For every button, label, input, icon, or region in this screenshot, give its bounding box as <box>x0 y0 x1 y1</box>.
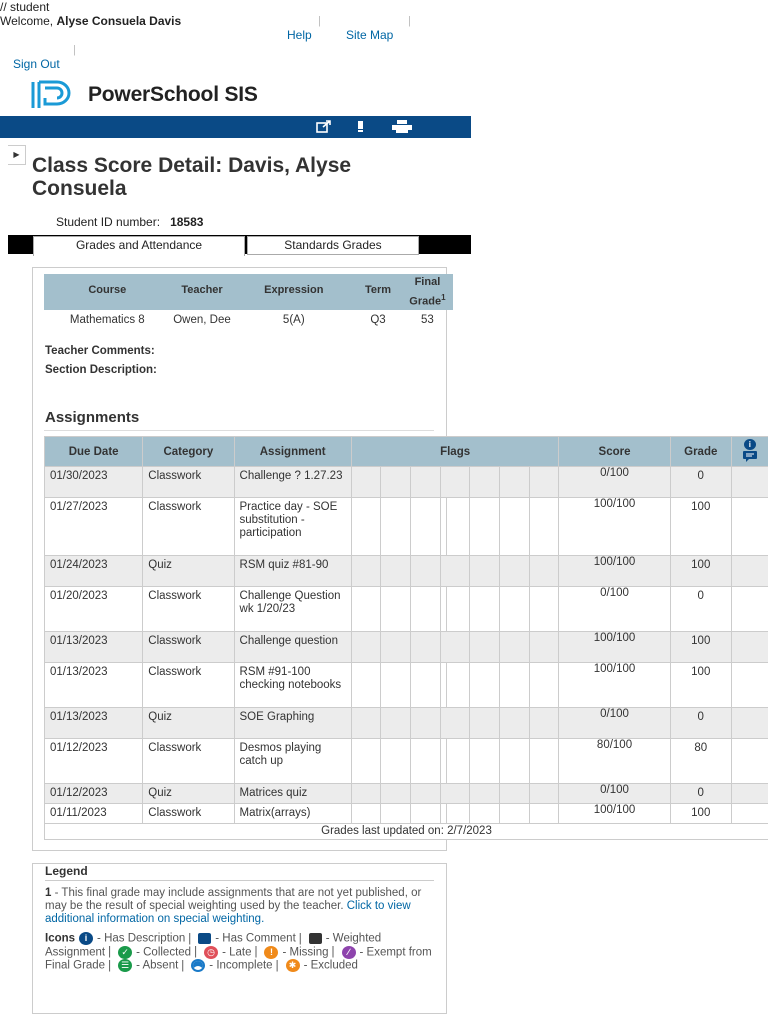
flag-cell <box>500 467 530 498</box>
flag-cell <box>411 498 441 556</box>
legend-note <box>45 887 434 926</box>
category-cell: Classwork <box>143 587 234 632</box>
due-date-cell: 01/27/2023 <box>45 498 143 556</box>
flag-cell <box>529 498 559 556</box>
app-name: PowerSchool SIS <box>88 83 258 106</box>
score-cell: 100/100 <box>559 804 670 824</box>
flag-cell <box>470 784 500 804</box>
info-cell <box>731 556 768 587</box>
grade-cell: 100 <box>670 498 731 556</box>
flag-cell <box>381 556 411 587</box>
final-grade-header-label: Final Grade <box>409 276 442 308</box>
flag-cell <box>529 739 559 784</box>
due-date-cell: 01/24/2023 <box>45 556 143 587</box>
info-cell <box>731 784 768 804</box>
flag-cell <box>440 467 470 498</box>
flag-cell <box>351 587 381 632</box>
assignment-header[interactable]: Assignment <box>234 437 351 467</box>
powerschool-logo-icon <box>30 80 76 110</box>
flag-cell <box>470 556 500 587</box>
separator: | <box>181 959 185 972</box>
flag-cell <box>500 663 530 708</box>
tab-grades-and-attendance[interactable]: Grades and Attendance <box>33 236 245 256</box>
flags-header: Flags <box>351 437 559 467</box>
category-header[interactable]: Category <box>143 437 234 467</box>
flag-cell <box>351 498 381 556</box>
legend-item-label: - Absent <box>136 959 179 972</box>
flag-cell <box>381 739 411 784</box>
legend-panel <box>32 863 447 1014</box>
welcome-prefix: Welcome, <box>0 14 57 28</box>
flag-cell <box>529 784 559 804</box>
flag-cell <box>440 632 470 663</box>
due-date-header[interactable]: Due Date <box>45 437 143 467</box>
flag-cell <box>529 663 559 708</box>
flag-cell <box>381 498 411 556</box>
due-date-cell: 01/11/2023 <box>45 804 143 824</box>
info-cell <box>731 708 768 739</box>
grade-cell: 100 <box>670 632 731 663</box>
assignment-name-cell[interactable]: Matrices quiz <box>234 784 351 804</box>
grade-cell: 100 <box>670 804 731 824</box>
flag-cell <box>411 708 441 739</box>
legend-note-text: - This final grade may include assignments that are not yet published, or may be the result of special weighting used by the teacher. <box>45 887 422 912</box>
breadcrumb: // student <box>0 0 50 14</box>
legend-item-label: - Weighted Assignment <box>45 932 382 959</box>
score-header[interactable]: Score <box>559 437 670 467</box>
exempt-icon: ∕ <box>342 946 356 959</box>
flag-cell <box>529 804 559 824</box>
flag-cell <box>440 708 470 739</box>
assignments-table <box>44 436 768 840</box>
category-cell: Quiz <box>143 556 234 587</box>
due-date-cell: 01/30/2023 <box>45 467 143 498</box>
category-cell: Quiz <box>143 708 234 739</box>
flag-cell <box>440 556 470 587</box>
info-cell <box>731 739 768 784</box>
flag-cell <box>351 804 381 824</box>
due-date-cell: 01/20/2023 <box>45 587 143 632</box>
assignment-name-cell[interactable]: RSM #91-100 checking notebooks <box>234 663 351 708</box>
flag-cell <box>529 467 559 498</box>
welcome-text <box>0 14 181 28</box>
flag-cell <box>470 498 500 556</box>
tab-standards-grades[interactable]: Standards Grades <box>247 236 419 255</box>
info-cell <box>731 587 768 632</box>
assignment-name-cell[interactable]: RSM quiz #81-90 <box>234 556 351 587</box>
flag-cell <box>381 587 411 632</box>
flag-cell <box>411 663 441 708</box>
flag-cell <box>500 708 530 739</box>
assignment-name-cell[interactable]: SOE Graphing <box>234 708 351 739</box>
flag-cell <box>440 587 470 632</box>
legend-item-label: - Missing <box>282 946 329 959</box>
user-name: Alyse Consuela Davis <box>56 14 182 28</box>
print-icon[interactable] <box>357 120 365 136</box>
assignment-name-cell[interactable]: Desmos playing catch up <box>234 739 351 784</box>
course-table <box>44 274 453 330</box>
flag-cell <box>411 587 441 632</box>
separator: | <box>275 959 279 972</box>
flag-cell <box>411 784 441 804</box>
category-cell: Classwork <box>143 663 234 708</box>
course-header: Course <box>44 274 171 310</box>
divider <box>44 430 434 431</box>
assignment-row <box>45 632 768 663</box>
legend-item-label: - Collected <box>136 946 192 959</box>
final-grade-value: 53 <box>421 313 434 326</box>
student-id-label: Student ID number: <box>56 215 161 229</box>
flag-cell <box>500 632 530 663</box>
flag-cell <box>411 632 441 663</box>
info-icon: i <box>79 932 93 945</box>
due-date-cell: 01/13/2023 <box>45 632 143 663</box>
teacher-name: Owen, Dee <box>173 313 231 326</box>
flag-cell <box>351 708 381 739</box>
late-icon: ◷ <box>204 946 218 959</box>
grade-cell: 100 <box>670 556 731 587</box>
comment-icon <box>198 933 211 944</box>
excluded-icon: ✱ <box>286 959 300 972</box>
flag-cell <box>500 784 530 804</box>
flag-cell <box>381 632 411 663</box>
flag-cell <box>381 708 411 739</box>
expression-header: Expression <box>233 274 354 310</box>
score-cell: 0/100 <box>559 587 670 632</box>
flag-cell <box>440 784 470 804</box>
missing-icon: ! <box>264 946 278 959</box>
flag-cell <box>500 498 530 556</box>
expression-value: 5(A) <box>282 313 305 326</box>
assignment-row <box>45 498 768 556</box>
site-map-link[interactable]: Site Map <box>346 28 394 42</box>
score-cell: 0/100 <box>559 784 670 804</box>
flag-cell <box>381 784 411 804</box>
assignment-row <box>45 708 768 739</box>
absent-icon: ☰ <box>118 959 132 972</box>
due-date-cell: 01/12/2023 <box>45 739 143 784</box>
student-id <box>56 215 203 229</box>
grade-cell: 80 <box>670 739 731 784</box>
flag-cell <box>470 663 500 708</box>
separator: | <box>73 44 76 56</box>
assignment-row <box>45 467 768 498</box>
flag-cell <box>440 663 470 708</box>
last-updated-row <box>45 824 768 840</box>
teacher-header: Teacher <box>171 274 234 310</box>
due-date-cell: 01/12/2023 <box>45 784 143 804</box>
course-name: Mathematics 8 <box>69 313 145 326</box>
flag-cell <box>470 804 500 824</box>
flag-cell <box>529 587 559 632</box>
assignments-heading: Assignments <box>45 409 140 426</box>
info-cell <box>731 632 768 663</box>
category-cell: Classwork <box>143 467 234 498</box>
category-cell: Classwork <box>143 739 234 784</box>
separator: | <box>108 959 112 972</box>
legend-item-label: - Exempt from Final Grade <box>45 946 432 972</box>
flag-cell <box>351 663 381 708</box>
flag-cell <box>500 739 530 784</box>
term-value: Q3 <box>370 313 386 326</box>
assignment-row <box>45 663 768 708</box>
flag-cell <box>351 632 381 663</box>
info-cell <box>731 804 768 824</box>
grade-header[interactable]: Grade <box>670 437 731 467</box>
student-id-value: 18583 <box>170 215 204 229</box>
separator: | <box>254 946 258 959</box>
info-icon: i <box>744 439 756 450</box>
score-cell: 100/100 <box>559 632 670 663</box>
flag-cell <box>440 739 470 784</box>
assignment-row <box>45 556 768 587</box>
assignment-row <box>45 784 768 804</box>
legend-title: Legend <box>45 864 434 881</box>
flag-cell <box>500 587 530 632</box>
flag-cell <box>440 498 470 556</box>
legend-note-number: 1 <box>45 887 52 899</box>
flag-cell <box>470 632 500 663</box>
separator: | <box>108 946 112 959</box>
legend-item-label: - Excluded <box>303 959 358 972</box>
legend-item-label: - Incomplete <box>209 959 273 972</box>
legend-item-label: - Has Description <box>97 932 186 945</box>
separator: | <box>331 946 335 959</box>
term-header: Term <box>354 274 402 310</box>
sign-out-link[interactable]: Sign Out <box>13 57 60 71</box>
flag-cell <box>470 587 500 632</box>
flag-cell <box>470 708 500 739</box>
flag-cell <box>381 467 411 498</box>
assignment-name-cell[interactable]: Challenge question <box>234 632 351 663</box>
info-comment-header <box>731 437 768 467</box>
flag-cell <box>411 467 441 498</box>
flag-cell <box>351 739 381 784</box>
flag-cell <box>411 556 441 587</box>
flag-cell <box>470 739 500 784</box>
info-cell <box>731 498 768 556</box>
flag-cell <box>381 663 411 708</box>
section-description-label: Section Description: <box>45 364 157 376</box>
score-cell: 80/100 <box>559 739 670 784</box>
flag-cell <box>381 804 411 824</box>
flag-cell <box>500 556 530 587</box>
assignment-row <box>45 587 768 632</box>
score-cell: 0/100 <box>559 467 670 498</box>
separator: | <box>188 932 192 945</box>
assignment-row <box>45 804 768 824</box>
teacher-comments-label: Teacher Comments: <box>45 345 155 357</box>
flag-cell <box>500 804 530 824</box>
assignment-row <box>45 739 768 784</box>
legend-item-label: - Has Comment <box>215 932 296 945</box>
legend-icons-label: Icons <box>45 932 76 945</box>
separator: | <box>298 932 302 945</box>
caret-right-icon: ▶ <box>13 150 20 159</box>
score-cell: 100/100 <box>559 498 670 556</box>
due-date-cell: 01/13/2023 <box>45 708 143 739</box>
flag-cell <box>470 467 500 498</box>
grade-cell: 0 <box>670 784 731 804</box>
category-cell: Quiz <box>143 784 234 804</box>
category-cell: Classwork <box>143 498 234 556</box>
final-grade-header <box>402 274 453 310</box>
score-cell: 0/100 <box>559 708 670 739</box>
category-cell: Classwork <box>143 804 234 824</box>
grade-cell: 0 <box>670 708 731 739</box>
powerschool-logo[interactable] <box>30 80 258 110</box>
external-link-icon[interactable] <box>316 120 332 136</box>
expand-sidebar-button[interactable] <box>8 145 26 165</box>
assignment-name-cell[interactable]: Matrix(arrays) <box>234 804 351 824</box>
info-cell <box>731 663 768 708</box>
incomplete-icon <box>191 959 205 972</box>
flag-cell <box>411 804 441 824</box>
printer-icon[interactable] <box>391 120 413 136</box>
flag-cell <box>529 708 559 739</box>
grade-cell: 0 <box>670 467 731 498</box>
grade-cell: 0 <box>670 587 731 632</box>
legend-icons <box>45 932 434 973</box>
info-cell <box>731 467 768 498</box>
flag-cell <box>351 556 381 587</box>
separator: | <box>318 15 321 27</box>
page-title: Class Score Detail: Davis, Alyse Consuela <box>32 154 352 200</box>
special-weighting-link[interactable]: Click to view additional information on special weighting. <box>45 900 411 925</box>
category-cell: Classwork <box>143 632 234 663</box>
last-updated-text: Grades last updated on: 2/7/2023 <box>45 824 768 840</box>
grade-cell: 100 <box>670 663 731 708</box>
flag-cell <box>529 556 559 587</box>
flag-cell <box>411 739 441 784</box>
separator: | <box>408 15 411 27</box>
flag-cell <box>440 804 470 824</box>
due-date-cell: 01/13/2023 <box>45 663 143 708</box>
assignment-name-cell[interactable]: Challenge ? 1.27.23 <box>234 467 351 498</box>
score-cell: 100/100 <box>559 663 670 708</box>
collected-icon: ✓ <box>118 946 132 959</box>
flag-cell <box>351 784 381 804</box>
assignment-name-cell[interactable]: Practice day - SOE substitution - participation <box>234 498 351 556</box>
weighted-icon <box>309 933 322 944</box>
footnote-marker: 1 <box>441 293 446 302</box>
separator: | <box>194 946 198 959</box>
top-navbar <box>0 116 471 138</box>
flag-cell <box>351 467 381 498</box>
help-link[interactable]: Help <box>287 28 312 42</box>
assignment-name-cell[interactable]: Challenge Question wk 1/20/23 <box>234 587 351 632</box>
flag-cell <box>529 632 559 663</box>
score-cell: 100/100 <box>559 556 670 587</box>
legend-item-label: - Late <box>222 946 252 959</box>
comment-icon <box>743 453 757 465</box>
